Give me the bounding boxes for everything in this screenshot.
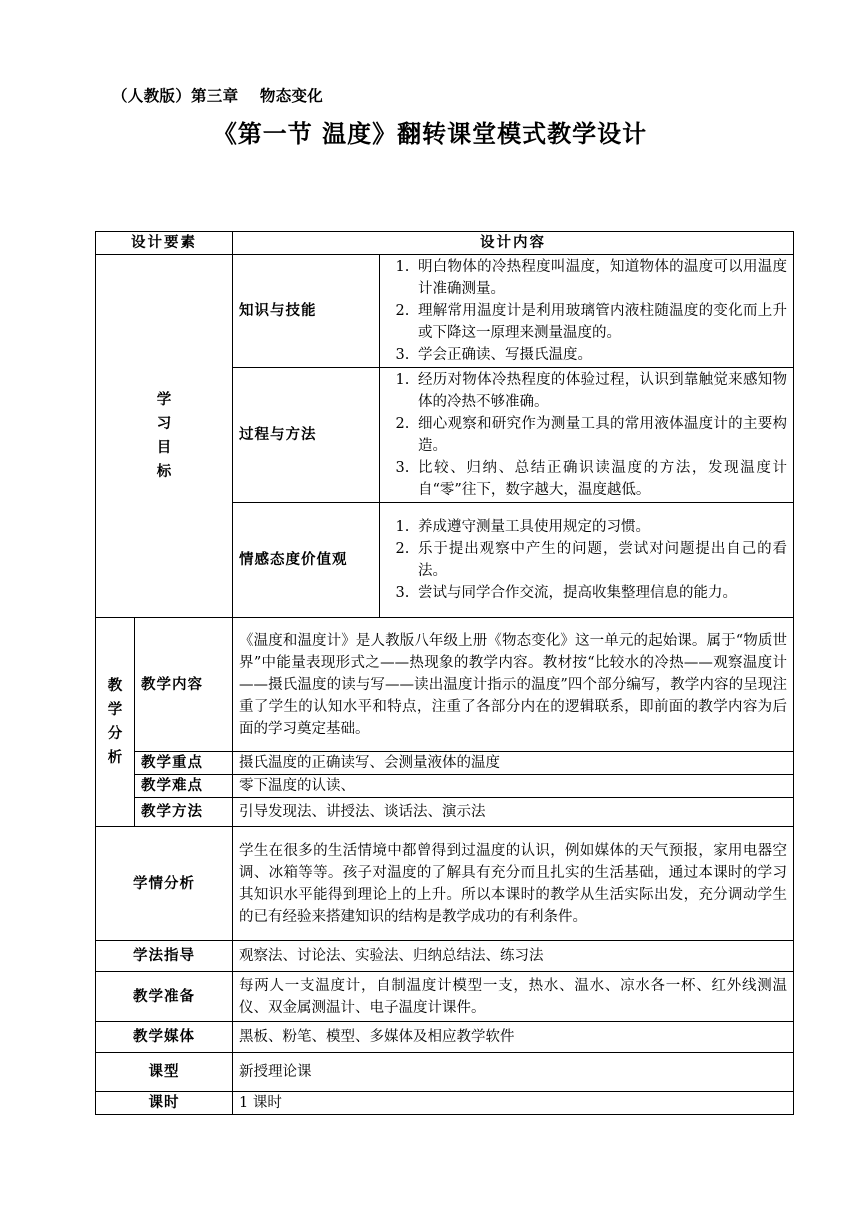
row-label-knowledge-skills: 知识与技能 [233,255,380,368]
knowledge-skills-content [380,255,794,368]
table-row [96,255,794,368]
teaching-analysis-label: 教 学 分 析 [96,618,135,827]
row-label-preparation: 教学准备 [96,972,233,1022]
table-header-row [96,232,794,255]
row-label-key-points: 教学重点 [135,752,233,775]
row-label-student-analysis: 学情分析 [96,827,233,941]
key-points-text: 摄氏温度的正确读写、会测量液体的温度 [233,752,794,775]
learning-goals-label: 学 习 目 标 [96,255,233,618]
teaching-methods-text: 引导发现法、讲授法、谈话法、演示法 [233,798,794,827]
list-item: 2. 乐于提出观察中产生的问题，尝试对问题提出自己的看法。 [414,538,787,582]
table-row [96,1022,794,1053]
media-text: 黑板、粉笔、模型、多媒体及相应教学软件 [233,1022,794,1053]
row-label-teaching-content: 教学内容 [135,618,233,752]
lesson-hours-text: 1 课时 [233,1092,794,1115]
preparation-text: 每两人一支温度计，自制温度计模型一支，热水、温水、凉水各一杯、红外线测温仪、双金属测温计、电子温度计课件。 [233,972,794,1022]
document-subtitle: （人教版）第三章 物态变化 [112,87,324,105]
teaching-content-text: 《温度和温度计》是人教版八年级上册《物态变化》这一单元的起始课。属于“物质世界”中能量表现形式之——热现象的教学内容。教材按“比较水的冷热——观察温度计——摄氏温度的读与写——读出温度计指示的温度”四个部分编写，教学内容的呈现注重了学生的认知水平和特点，注重了各部分内在的逻辑联系，即前面的教学内容为后面的学习奠定基础。 [233,618,794,752]
table-row [96,618,794,752]
col-header-content: 设计内容 [233,232,794,255]
lesson-type-text: 新授理论课 [233,1053,794,1092]
list-item: 2. 理解常用温度计是利用玻璃管内液柱随温度的变化而上升或下降这一原理来测量温度的。 [414,300,787,344]
table-row [96,972,794,1022]
study-guidance-text: 观察法、讨论法、实验法、归纳总结法、练习法 [233,941,794,972]
list-item: 3. 尝试与同学合作交流，提高收集整理信息的能力。 [414,582,787,604]
table-row [96,827,794,941]
list-item: 1. 养成遵守测量工具使用规定的习惯。 [414,516,787,538]
row-label-teaching-methods: 教学方法 [135,798,233,827]
table-row [96,752,794,775]
list-item: 2. 细心观察和研究作为测量工具的常用液体温度计的主要构造。 [414,413,787,457]
row-label-difficulties: 教学难点 [135,775,233,798]
row-label-lesson-hours: 课时 [96,1092,233,1115]
list-item: 3. 比较、归纳、总结正确识读温度的方法，发现温度计自“零”往下，数字越大，温度越低。 [414,457,787,501]
col-header-elements: 设计要素 [96,232,233,255]
table-row [96,798,794,827]
table-row [96,941,794,972]
list-item: 3. 学会正确读、写摄氏温度。 [414,344,787,366]
table-row [96,1053,794,1092]
student-analysis-text: 学生在很多的生活情境中都曾得到过温度的认识，例如媒体的天气预报，家用电器空调、冰箱等等。孩子对温度的了解具有充分而且扎实的生活基础，通过本课时的学习其知识水平能得到理论上的上升。所以本课时的教学从生活实际出发，充分调动学生的已有经验来搭建知识的结构是教学成功的有利条件。 [233,827,794,941]
row-label-study-guidance: 学法指导 [96,941,233,972]
lesson-design-table [95,231,794,1115]
list-item: 1. 明白物体的冷热程度叫温度，知道物体的温度可以用温度计准确测量。 [414,256,787,300]
row-label-attitudes-values: 情感态度价值观 [233,503,380,618]
table-row [96,1092,794,1115]
list-item: 1. 经历对物体冷热程度的体验过程，认识到靠触觉来感知物体的冷热不够准确。 [414,369,787,413]
row-label-lesson-type: 课型 [96,1053,233,1092]
row-label-process-methods: 过程与方法 [233,368,380,503]
table-row [96,775,794,798]
attitudes-values-content [380,503,794,618]
process-methods-content [380,368,794,503]
document-title: 《第一节 温度》翻转课堂模式教学设计 [212,120,648,148]
difficulties-text: 零下温度的认读、 [233,775,794,798]
row-label-media: 教学媒体 [96,1022,233,1053]
